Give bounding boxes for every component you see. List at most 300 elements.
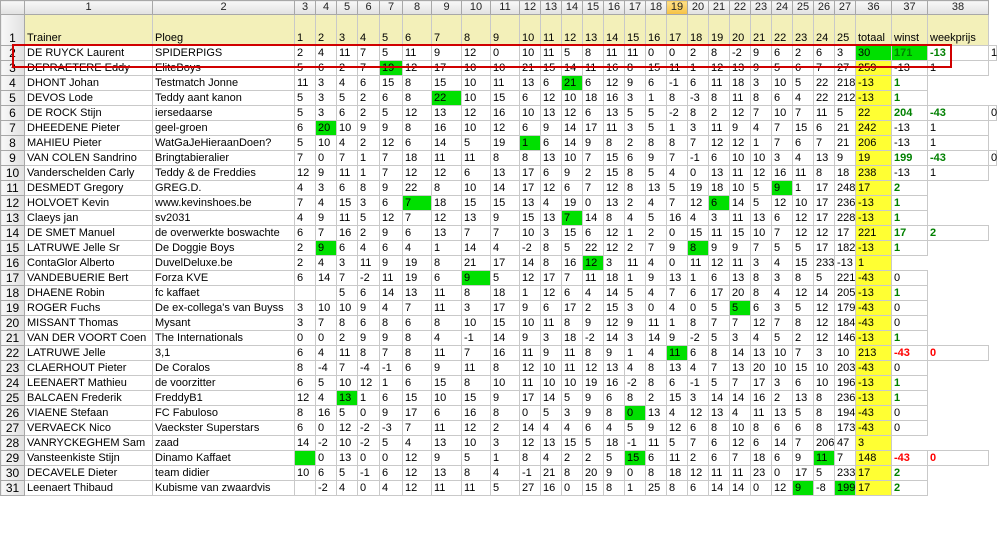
score-cell[interactable]: 11	[337, 211, 358, 226]
score-cell[interactable]: 3	[562, 406, 583, 421]
score-cell[interactable]: 47	[835, 436, 856, 451]
score-cell[interactable]: 6	[667, 376, 688, 391]
score-cell[interactable]: 1	[688, 61, 709, 76]
score-cell[interactable]: 11	[709, 121, 730, 136]
score-cell[interactable]: 16	[772, 166, 793, 181]
score-cell[interactable]: 4	[316, 46, 337, 61]
score-cell[interactable]: 2	[491, 421, 520, 436]
score-cell[interactable]: 5	[380, 106, 403, 121]
score-cell[interactable]: -2	[625, 376, 646, 391]
score-cell[interactable]: 8	[403, 121, 432, 136]
score-cell[interactable]: 11	[646, 316, 667, 331]
score-cell[interactable]: 19	[380, 61, 403, 76]
score-cell[interactable]: 23	[751, 466, 772, 481]
score-cell[interactable]: 20	[316, 121, 337, 136]
score-cell[interactable]: 14	[562, 61, 583, 76]
score-cell[interactable]: 3	[462, 301, 491, 316]
score-cell[interactable]: 6	[709, 271, 730, 286]
score-cell[interactable]: 0	[667, 46, 688, 61]
score-cell[interactable]: 14	[583, 211, 604, 226]
row-header[interactable]: 24	[1, 376, 25, 391]
score-cell[interactable]: 6	[688, 76, 709, 91]
trainer-cell[interactable]: VAN COLEN Sandrino	[25, 151, 153, 166]
column-header[interactable]: 24	[772, 1, 793, 15]
score-cell[interactable]: 5	[667, 181, 688, 196]
score-cell[interactable]: 13	[337, 451, 358, 466]
column-header[interactable]: 21	[709, 1, 730, 15]
score-cell[interactable]: 11	[646, 436, 667, 451]
column-header[interactable]: 15	[583, 1, 604, 15]
score-cell[interactable]: 13	[814, 151, 835, 166]
score-cell[interactable]: 15	[604, 166, 625, 181]
score-cell[interactable]: 5	[709, 301, 730, 316]
score-cell[interactable]: 10	[751, 226, 772, 241]
score-cell[interactable]: 3	[772, 301, 793, 316]
score-cell[interactable]: 9	[562, 166, 583, 181]
score-cell[interactable]: 8	[625, 181, 646, 196]
score-cell[interactable]: 7	[667, 151, 688, 166]
score-cell[interactable]: 11	[520, 346, 541, 361]
score-cell[interactable]: 4	[646, 286, 667, 301]
header-cell[interactable]: 2	[316, 15, 337, 46]
score-cell[interactable]: 7	[403, 421, 432, 436]
score-cell[interactable]: 12	[604, 241, 625, 256]
row-header[interactable]: 2	[1, 46, 25, 61]
winst-cell[interactable]: 0	[892, 271, 928, 286]
score-cell[interactable]: 1	[625, 481, 646, 496]
header-cell[interactable]: Ploeg	[153, 15, 295, 46]
score-cell[interactable]: 12	[730, 136, 751, 151]
score-cell[interactable]: 13	[403, 286, 432, 301]
header-cell[interactable]: 8	[462, 15, 491, 46]
score-cell[interactable]: 17	[835, 226, 856, 241]
score-cell[interactable]: -2	[583, 331, 604, 346]
score-cell[interactable]: 6	[709, 196, 730, 211]
score-cell[interactable]: 6	[337, 181, 358, 196]
team-cell[interactable]: Vaeckster Superstars	[153, 421, 295, 436]
score-cell[interactable]: 2	[625, 241, 646, 256]
team-cell[interactable]: zaad	[153, 436, 295, 451]
score-cell[interactable]: 8	[751, 421, 772, 436]
score-cell[interactable]: 1	[625, 346, 646, 361]
score-cell[interactable]: 5	[295, 91, 316, 106]
score-cell[interactable]: 0	[688, 301, 709, 316]
score-cell[interactable]: 9	[432, 451, 462, 466]
score-cell[interactable]: 11	[751, 406, 772, 421]
total-cell[interactable]: 238	[856, 166, 892, 181]
score-cell[interactable]: 12	[541, 181, 562, 196]
score-cell[interactable]: 6	[793, 61, 814, 76]
score-cell[interactable]: 14	[491, 331, 520, 346]
score-cell[interactable]: 6	[772, 211, 793, 226]
score-cell[interactable]: 27	[835, 61, 856, 76]
team-cell[interactable]: sv2031	[153, 211, 295, 226]
total-cell[interactable]: -13	[856, 91, 892, 106]
winst-cell[interactable]: 0	[892, 421, 928, 436]
header-cell[interactable]: 21	[751, 15, 772, 46]
score-cell[interactable]: 0	[295, 331, 316, 346]
score-cell[interactable]: 8	[358, 346, 380, 361]
winst-cell[interactable]: 1	[892, 331, 928, 346]
score-cell[interactable]: 4	[380, 481, 403, 496]
score-cell[interactable]: 4	[667, 406, 688, 421]
winst-cell[interactable]: 17	[892, 226, 928, 241]
winst-cell[interactable]: 204	[892, 106, 928, 121]
score-cell[interactable]: 228	[835, 211, 856, 226]
score-cell[interactable]: 2	[583, 301, 604, 316]
score-cell[interactable]: 10	[337, 121, 358, 136]
score-cell[interactable]: 10	[491, 376, 520, 391]
score-cell[interactable]: 12	[462, 46, 491, 61]
score-cell[interactable]: 8	[646, 376, 667, 391]
row-header[interactable]: 28	[1, 436, 25, 451]
score-cell[interactable]: -1	[358, 466, 380, 481]
team-cell[interactable]: SPIDERPIGS	[153, 46, 295, 61]
score-cell[interactable]: 0	[583, 196, 604, 211]
score-cell[interactable]: 11	[562, 346, 583, 361]
score-cell[interactable]: 8	[491, 151, 520, 166]
score-cell[interactable]: 6	[403, 361, 432, 376]
score-cell[interactable]: 13	[730, 361, 751, 376]
score-cell[interactable]: 12	[380, 211, 403, 226]
total-cell[interactable]: 17	[856, 481, 892, 496]
score-cell[interactable]: 4	[730, 406, 751, 421]
score-cell[interactable]: 4	[541, 196, 562, 211]
team-cell[interactable]: Bringtabieralier	[153, 151, 295, 166]
score-cell[interactable]: 4	[583, 286, 604, 301]
score-cell[interactable]: 12	[814, 316, 835, 331]
score-cell[interactable]: 5	[772, 331, 793, 346]
score-cell[interactable]: 15	[491, 316, 520, 331]
score-cell[interactable]: 15	[793, 361, 814, 376]
score-cell[interactable]: 5	[772, 241, 793, 256]
score-cell[interactable]: 9	[646, 421, 667, 436]
trainer-cell[interactable]: VAN DER VOORT Coen	[25, 331, 153, 346]
score-cell[interactable]: 15	[432, 376, 462, 391]
score-cell[interactable]: 14	[380, 286, 403, 301]
score-cell[interactable]: 194	[835, 406, 856, 421]
header-cell[interactable]: weekprijs	[928, 15, 989, 46]
score-cell[interactable]: 11	[604, 121, 625, 136]
score-cell[interactable]: 4	[625, 361, 646, 376]
score-cell[interactable]: 6	[358, 316, 380, 331]
header-cell[interactable]: 5	[380, 15, 403, 46]
score-cell[interactable]: 6	[583, 76, 604, 91]
score-cell[interactable]: 9	[380, 406, 403, 421]
score-cell[interactable]: 12	[462, 421, 491, 436]
score-cell[interactable]: 0	[667, 226, 688, 241]
score-cell[interactable]: 12	[604, 76, 625, 91]
score-cell[interactable]: 1	[989, 46, 997, 61]
score-cell[interactable]: 11	[520, 376, 541, 391]
score-cell[interactable]: 6	[814, 121, 835, 136]
row-header[interactable]: 31	[1, 481, 25, 496]
score-cell[interactable]: 9	[667, 331, 688, 346]
score-cell[interactable]: 14	[730, 391, 751, 406]
score-cell[interactable]: 14	[646, 331, 667, 346]
total-cell[interactable]: 17	[856, 181, 892, 196]
trainer-cell[interactable]: Claeys jan	[25, 211, 153, 226]
score-cell[interactable]: 7	[709, 316, 730, 331]
header-cell[interactable]: 12	[562, 15, 583, 46]
score-cell[interactable]: 4	[772, 256, 793, 271]
score-cell[interactable]: 6	[316, 466, 337, 481]
score-cell[interactable]: 11	[432, 421, 462, 436]
score-cell[interactable]: 15	[646, 61, 667, 76]
score-cell[interactable]: -2	[520, 241, 541, 256]
score-cell[interactable]: 9	[541, 121, 562, 136]
score-cell[interactable]: 9	[358, 121, 380, 136]
column-header[interactable]: 11	[491, 1, 520, 15]
score-cell[interactable]: 5	[358, 211, 380, 226]
score-cell[interactable]: 16	[541, 481, 562, 496]
row-header[interactable]: 16	[1, 256, 25, 271]
score-cell[interactable]: 9	[380, 226, 403, 241]
score-cell[interactable]: 10	[337, 436, 358, 451]
score-cell[interactable]: 5	[835, 106, 856, 121]
score-cell[interactable]: 6	[295, 376, 316, 391]
score-cell[interactable]: 9	[730, 121, 751, 136]
score-cell[interactable]: 10	[541, 376, 562, 391]
score-cell[interactable]: 9	[380, 181, 403, 196]
score-cell[interactable]: 9	[604, 346, 625, 361]
score-cell[interactable]: 14	[709, 481, 730, 496]
score-cell[interactable]: -13	[835, 256, 856, 271]
score-cell[interactable]: 5	[793, 301, 814, 316]
score-cell[interactable]: 5	[380, 46, 403, 61]
team-cell[interactable]: iersedaarse	[153, 106, 295, 121]
score-cell[interactable]: 11	[583, 271, 604, 286]
column-header[interactable]: 14	[562, 1, 583, 15]
team-cell[interactable]: FC Fabuloso	[153, 406, 295, 421]
score-cell[interactable]: 10	[562, 376, 583, 391]
team-cell[interactable]: De Doggie Boys	[153, 241, 295, 256]
total-cell[interactable]: -43	[856, 316, 892, 331]
total-cell[interactable]: -43	[856, 361, 892, 376]
score-cell[interactable]: 14	[316, 271, 337, 286]
score-cell[interactable]: 15	[432, 76, 462, 91]
score-cell[interactable]: 18	[583, 91, 604, 106]
score-cell[interactable]: 5	[380, 436, 403, 451]
row-header[interactable]: 6	[1, 106, 25, 121]
trainer-cell[interactable]: DEVOS Lode	[25, 91, 153, 106]
score-cell[interactable]: 10	[772, 346, 793, 361]
winst-cell[interactable]: -43	[892, 451, 928, 466]
trainer-cell[interactable]: Leenaert Thibaud	[25, 481, 153, 496]
score-cell[interactable]: 8	[667, 136, 688, 151]
header-cell[interactable]: 11	[541, 15, 562, 46]
trainer-cell[interactable]: DE ROCK Stijn	[25, 106, 153, 121]
winst-cell[interactable]: -13	[892, 136, 928, 151]
score-cell[interactable]: 6	[337, 241, 358, 256]
score-cell[interactable]: 9	[730, 241, 751, 256]
score-cell[interactable]: 7	[380, 166, 403, 181]
score-cell[interactable]: 8	[751, 286, 772, 301]
score-cell[interactable]: -1	[520, 466, 541, 481]
score-cell[interactable]: 15	[604, 301, 625, 316]
score-cell[interactable]: 11	[730, 211, 751, 226]
total-cell[interactable]: -13	[856, 241, 892, 256]
score-cell[interactable]: 7	[667, 196, 688, 211]
score-cell[interactable]: 2	[625, 196, 646, 211]
score-cell[interactable]: 4	[295, 211, 316, 226]
score-cell[interactable]: 9	[646, 151, 667, 166]
score-cell[interactable]: 8	[604, 211, 625, 226]
team-cell[interactable]: de voorzitter	[153, 376, 295, 391]
score-cell[interactable]: 2	[688, 451, 709, 466]
score-cell[interactable]: 1	[358, 166, 380, 181]
score-cell[interactable]: 15	[625, 451, 646, 466]
winst-cell[interactable]: 1	[892, 76, 928, 91]
score-cell[interactable]: 15	[793, 256, 814, 271]
score-cell[interactable]: 18	[491, 286, 520, 301]
score-cell[interactable]: 14	[520, 421, 541, 436]
team-cell[interactable]: Kubisme van zwaardvis	[153, 481, 295, 496]
score-cell[interactable]: 12	[730, 436, 751, 451]
score-cell[interactable]: 205	[835, 286, 856, 301]
score-cell[interactable]: 18	[709, 181, 730, 196]
score-cell[interactable]: 5	[295, 106, 316, 121]
score-cell[interactable]: 7	[316, 316, 337, 331]
score-cell[interactable]: 0	[625, 466, 646, 481]
score-cell[interactable]: 22	[432, 91, 462, 106]
score-cell[interactable]	[295, 286, 316, 301]
score-cell[interactable]: 212	[835, 91, 856, 106]
score-cell[interactable]: 4	[358, 241, 380, 256]
score-cell[interactable]: 8	[625, 391, 646, 406]
score-cell[interactable]: 6	[520, 121, 541, 136]
trainer-cell[interactable]: VANRYCKEGHEM Sam	[25, 436, 153, 451]
score-cell[interactable]: 14	[541, 391, 562, 406]
score-cell[interactable]: 3	[625, 331, 646, 346]
total-cell[interactable]: -43	[856, 406, 892, 421]
score-cell[interactable]: 17	[520, 391, 541, 406]
score-cell[interactable]: 173	[835, 421, 856, 436]
score-cell[interactable]: 7	[403, 211, 432, 226]
score-cell[interactable]: 22	[403, 181, 432, 196]
score-cell[interactable]: 18	[432, 196, 462, 211]
column-header[interactable]: 18	[646, 1, 667, 15]
score-cell[interactable]: 9	[793, 481, 814, 496]
header-cell[interactable]: 6	[403, 15, 432, 46]
score-cell[interactable]: 10	[337, 376, 358, 391]
score-cell[interactable]: 4	[403, 241, 432, 256]
score-cell[interactable]: 8	[814, 406, 835, 421]
score-cell[interactable]: 4	[316, 346, 337, 361]
score-cell[interactable]: 8	[462, 466, 491, 481]
score-cell[interactable]: 12	[403, 61, 432, 76]
score-cell[interactable]: 9	[380, 256, 403, 271]
score-cell[interactable]: 4	[646, 196, 667, 211]
trainer-cell[interactable]: DHAENE Robin	[25, 286, 153, 301]
score-cell[interactable]: 5	[337, 466, 358, 481]
score-cell[interactable]: 7	[337, 361, 358, 376]
score-cell[interactable]: 21	[835, 121, 856, 136]
row-header[interactable]: 25	[1, 391, 25, 406]
score-cell[interactable]: 0	[316, 451, 337, 466]
score-cell[interactable]: 11	[403, 46, 432, 61]
score-cell[interactable]: 13	[793, 391, 814, 406]
total-cell[interactable]: 3	[856, 436, 892, 451]
score-cell[interactable]: 6	[403, 136, 432, 151]
header-cell[interactable]: 13	[583, 15, 604, 46]
score-cell[interactable]: 19	[403, 256, 432, 271]
trainer-cell[interactable]: DEPRAETERE Eddy	[25, 61, 153, 76]
score-cell[interactable]: 6	[358, 286, 380, 301]
score-cell[interactable]: 2	[772, 391, 793, 406]
score-cell[interactable]: 6	[295, 121, 316, 136]
column-header[interactable]: 19	[667, 1, 688, 15]
score-cell[interactable]: 8	[793, 271, 814, 286]
score-cell[interactable]: 7	[751, 106, 772, 121]
score-cell[interactable]: 17	[562, 301, 583, 316]
score-cell[interactable]: 3	[730, 331, 751, 346]
trainer-cell[interactable]: MAHIEU Pieter	[25, 136, 153, 151]
row-header[interactable]: 19	[1, 301, 25, 316]
row-header[interactable]: 5	[1, 91, 25, 106]
total-cell[interactable]: -13	[856, 211, 892, 226]
header-cell[interactable]: totaal	[856, 15, 892, 46]
total-cell[interactable]: -43	[856, 271, 892, 286]
score-cell[interactable]: 15	[541, 61, 562, 76]
row-header[interactable]: 17	[1, 271, 25, 286]
score-cell[interactable]: 11	[730, 91, 751, 106]
header-cell[interactable]: 3	[337, 15, 358, 46]
score-cell[interactable]: 8	[709, 91, 730, 106]
score-cell[interactable]: 4	[541, 451, 562, 466]
score-cell[interactable]: 12	[751, 166, 772, 181]
score-cell[interactable]: 0	[316, 421, 337, 436]
row-header[interactable]: 29	[1, 451, 25, 466]
score-cell[interactable]: 3	[337, 256, 358, 271]
column-header[interactable]: 8	[403, 1, 432, 15]
total-cell[interactable]: -13	[856, 286, 892, 301]
score-cell[interactable]: 8	[625, 166, 646, 181]
score-cell[interactable]: -1	[625, 436, 646, 451]
score-cell[interactable]: 12	[793, 211, 814, 226]
score-cell[interactable]: 14	[730, 481, 751, 496]
score-cell[interactable]: 0	[625, 406, 646, 421]
score-cell[interactable]: 6	[541, 166, 562, 181]
score-cell[interactable]: 20	[751, 361, 772, 376]
score-cell[interactable]: 8	[358, 181, 380, 196]
weekprijs-cell[interactable]: 1	[928, 121, 989, 136]
score-cell[interactable]: 7	[772, 121, 793, 136]
total-cell[interactable]: 148	[856, 451, 892, 466]
score-cell[interactable]: 11	[432, 481, 462, 496]
score-cell[interactable]: 3	[316, 91, 337, 106]
row-header[interactable]: 23	[1, 361, 25, 376]
score-cell[interactable]: 13	[491, 166, 520, 181]
score-cell[interactable]: 12	[709, 136, 730, 151]
score-cell[interactable]: 12	[520, 361, 541, 376]
score-cell[interactable]: 10	[835, 346, 856, 361]
score-cell[interactable]: 17	[814, 196, 835, 211]
winst-cell[interactable]: -43	[892, 346, 928, 361]
score-cell[interactable]: 2	[646, 391, 667, 406]
score-cell[interactable]: 10	[462, 181, 491, 196]
score-cell[interactable]: 7	[337, 151, 358, 166]
score-cell[interactable]: 8	[646, 361, 667, 376]
score-cell[interactable]: 4	[604, 421, 625, 436]
score-cell[interactable]: 4	[316, 196, 337, 211]
score-cell[interactable]: 6	[772, 451, 793, 466]
score-cell[interactable]: 17	[814, 211, 835, 226]
score-cell[interactable]: 4	[625, 211, 646, 226]
score-cell[interactable]: 146	[835, 331, 856, 346]
score-cell[interactable]: 10	[337, 301, 358, 316]
trainer-cell[interactable]: CLAERHOUT Pieter	[25, 361, 153, 376]
